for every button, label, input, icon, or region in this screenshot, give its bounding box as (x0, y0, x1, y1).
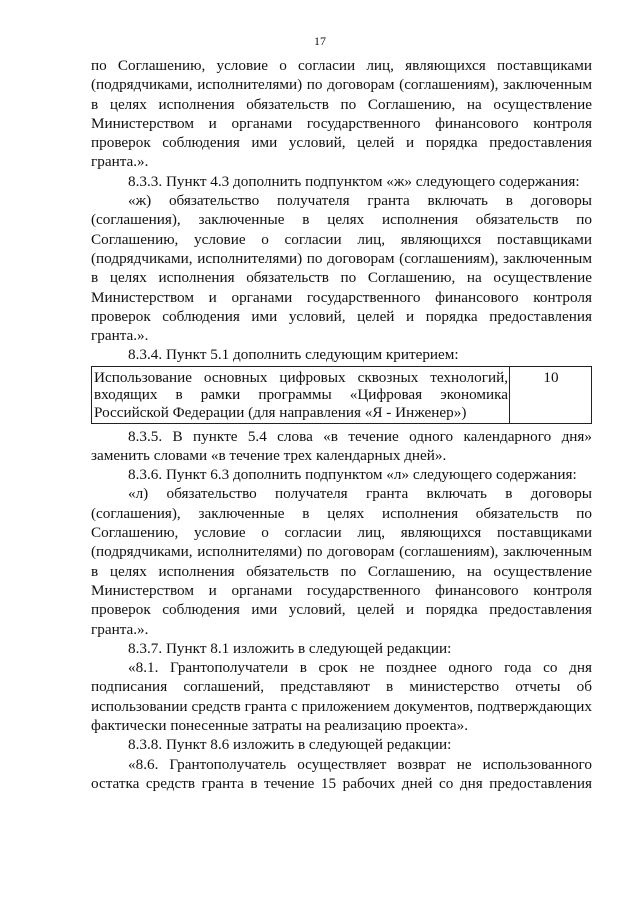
paragraph-8-3-7: 8.3.7. Пункт 8.1 изложить в следующей редакции: (128, 639, 452, 657)
page-number: 17 (314, 34, 326, 48)
paragraph-8-1-text: «8.1. Грантополучатели в срок не позднее одного года со дня подписания соглашений, представляют в министерство отчеты об использовании средств гранта с приложением документов, подтверждающих фактически понесенные затраты на реализацию проекта». (91, 659, 592, 734)
paragraph-8-3-5: 8.3.5. В пункте 5.4 слова «в течение одного календарного дня» заменить словами «в течение трех календарных дней». (91, 427, 592, 464)
table-row (92, 366, 592, 423)
document-body (91, 56, 592, 793)
criterion-score: 10 (510, 366, 592, 423)
paragraph-8-3-3: 8.3.3. Пункт 4.3 дополнить подпунктом «ж» следующего содержания: (128, 172, 580, 190)
paragraph-subpoint-l: «л) обязательство получателя гранта включать в договоры (соглашения), заключенные в целях исполнения обязательств по Соглашению, условие о согласии лиц, являющихся поставщиками (подрядчиками, исполнителями) по договорам (соглашениям), заключенным в целях исполнения обязательств по Соглашению, на осуществление Министерством и органами государственного финансового контроля проверок соблюдения ими условий, целей и порядка предоставления гранта.». (91, 485, 592, 638)
paragraph-8-3-4: 8.3.4. Пункт 5.1 дополнить следующим критерием: (128, 346, 459, 364)
paragraph-continuation: по Соглашению, условие о согласии лиц, являющихся поставщиками (подрядчиками, исполнителями) по договорам (соглашениям), заключенным в целях исполнения обязательств по Соглашению, на осуществление Министерством и органами государственного финансового контроля проверок соблюдения ими условий, целей и порядка предоставления гранта.». (91, 57, 592, 171)
paragraph-subpoint-zh: «ж) обязательство получателя гранта включать в договоры (соглашения), заключенные в целях исполнения обязательств по Соглашению, условие о согласии лиц, являющихся поставщиками (подрядчиками, исполнителями) по договорам (соглашениям), заключенным в целях исполнения обязательств по Соглашению, на осуществление Министерством и органами государственного финансового контроля проверок соблюдения ими условий, целей и порядка предоставления гранта.». (91, 192, 592, 345)
paragraph-8-3-6: 8.3.6. Пункт 6.3 дополнить подпунктом «л» следующего содержания: (128, 466, 577, 484)
paragraph-8-6-text: «8.6. Грантополучатель осуществляет возврат не использованного остатка средств гранта в течение 15 рабочих дней со дня предоставления (91, 755, 592, 792)
criteria-table (91, 366, 592, 424)
paragraph-8-3-8: 8.3.8. Пункт 8.6 изложить в следующей редакции: (128, 736, 452, 754)
criterion-description: Использование основных цифровых сквозных технологий, входящих в рамки программы «Цифровая экономика Российской Федерации (для направления «Я - Инженер») (92, 366, 510, 423)
